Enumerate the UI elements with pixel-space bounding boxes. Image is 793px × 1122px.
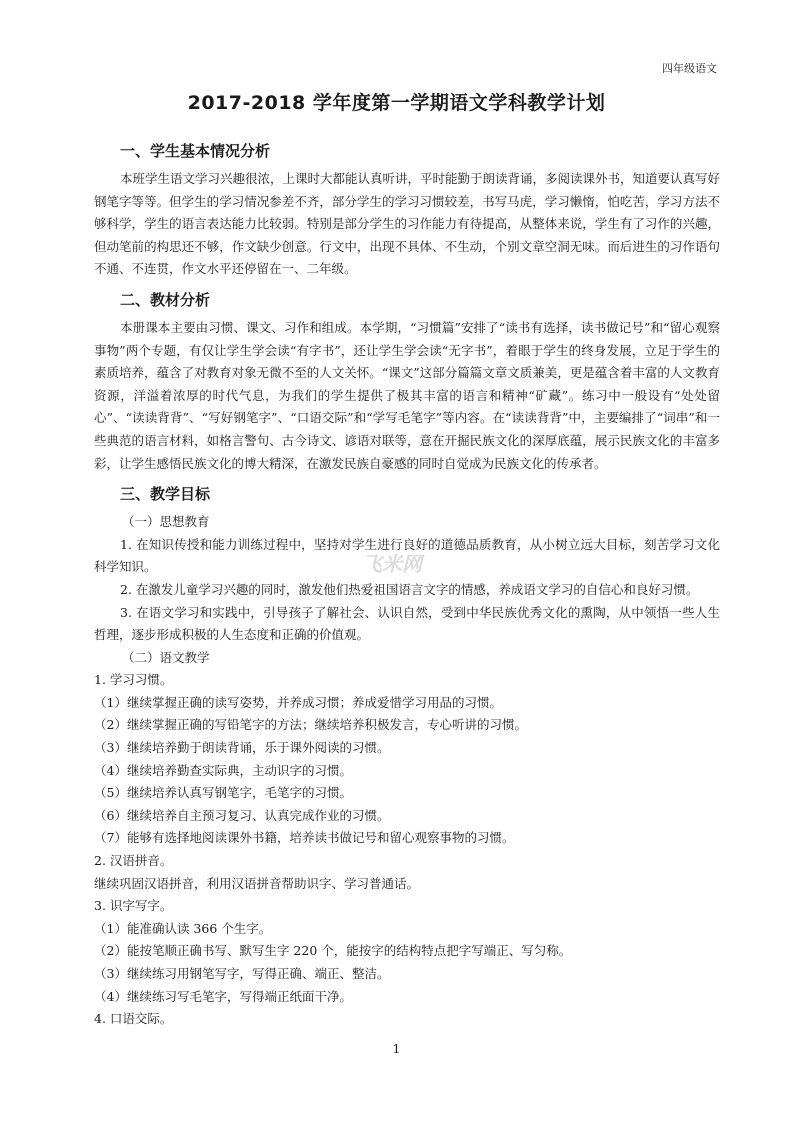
- subsection-title: （二）语文教学: [122, 649, 210, 665]
- list-item: （1）继续掌握正确的读写姿势，并养成习惯；养成爱惜学习用品的习惯。: [94, 694, 502, 710]
- list-item: （2）继续掌握正确的写铅笔字的方法；继续培养积极发言，专心听讲的习惯。: [94, 717, 527, 733]
- section-heading-2: 二、教材分析: [120, 290, 211, 309]
- goal-item: 3. 在语文学习和实践中，引导孩子了解社会、认识自然，受到中华民族优秀文化的熏陶，从中领悟一些人生哲理，逐步形成积极的人生态度和正确的价值观。: [94, 604, 720, 643]
- list-heading: 4. 口语交际。: [94, 1011, 173, 1027]
- subsection-title: （一）思想教育: [122, 514, 210, 530]
- list-item: （4）继续培养勤查实际典，主动识字的习惯。: [94, 762, 352, 778]
- list-item: （3）继续练习用钢笔写字，写得正确、端正、整洁。: [94, 966, 390, 981]
- watermark: 飞米网: [362, 552, 422, 576]
- section-paragraph-1: 本班学生语文学习兴趣很浓，上课时大都能认真听讲，平时能勤于朗读背诵，多阅读课外书，知道要认真写好钢笔字等等。但学生的学习情况参差不齐，部分学生的学习习惯较差，书写马虎，学习懒惰，怕吃苦，学习方法不够科学，学生的语言表达能力比较弱。特别是部分学生的习作能力有待提高，从整体来说，学生有了习作的兴趣，但动笔前的构思还不够，作文缺少创意。行文中，出现不具体、不生动，个别文章空洞无味。而后进生的习作语句不通、不连贯，作文水平还停留在一、二年级。: [94, 171, 721, 277]
- list-item: （3）继续培养勤于朗读背诵，乐于课外阅读的习惯。: [94, 740, 390, 756]
- document-body: [94, 140, 720, 1031]
- goal-item: 2. 在激发儿童学习兴趣的同时，激发他们热爱祖国语言文字的情感，养成语文学习的自信心和良好习惯。: [120, 581, 699, 597]
- list-item: （4）继续练习写毛笔字，写得端正纸面干净。: [94, 988, 352, 1004]
- page-number: 1: [392, 1042, 401, 1056]
- list-item: （6）继续培养自主预习复习、认真完成作业的习惯。: [94, 807, 390, 823]
- page-title: 2017-2018 学年度第一学期语文学科教学计划: [187, 92, 606, 114]
- list-item: （7）能够有选择地阅读课外书籍，培养读书做记号和留心观察事物的习惯。: [94, 830, 515, 846]
- section-heading-3: 三、教学目标: [120, 485, 211, 504]
- list-heading: 3. 识字写字。: [94, 898, 173, 914]
- list-item: 继续巩固汉语拼音，利用汉语拼音帮助识字、学习普通话。: [94, 875, 420, 891]
- list-heading: 2. 汉语拼音。: [94, 853, 173, 869]
- list-item: （5）继续培养认真写钢笔字，毛笔字的习惯。: [94, 785, 352, 801]
- goal-item: 1. 在知识传授和能力训练过程中，坚持对学生进行良好的道德品质教育，从小树立远大目标，刻苦学习文化科学知识。: [94, 536, 720, 575]
- section-paragraph-2: 本册课本主要由习惯、课文、习作和组成。本学期，“习惯篇”安排了“读书有选择，读书做记号”和“留心观察事物”两个专题，有仅让学生学会读“有字书”，还让学生学会读“无字书”，着眼于学生的终身发展，立足于学生的素质培养，蕴含了对教育对象无微不至的人文关怀。“课文”这部分篇篇文章文质兼美，更是蕴含着丰富的人文教育资源，洋溢着浓厚的时代气息，为我们的学生提供了极其丰富的语言和精神“矿藏”。练习中一般设有“处处留心”、“读读背背”、“写好钢笔字”、“口语交际”和“学写毛笔字”等内容。在“读读背背”中，主要编排了“词串”和一些典范的语言材料，如格言警句、古今诗文、谚语对联等，意在开掘民族文化的深厚底蕴，展示民族文化的丰富多彩，让学生感悟民族文化的博大精深，在激发民族自豪感的同时自觉成为民族文化的传承者。: [94, 319, 720, 471]
- list-item: （2）能按笔顺正确书写、默写生字 220 个，能按字的结构特点把字写端正、写匀称。: [94, 943, 572, 959]
- section-heading-1: 一、学生基本情况分析: [120, 142, 271, 160]
- list-item: （1）能准确认读 366 个生字。: [94, 920, 272, 936]
- list-heading: 1. 学习习惯。: [94, 672, 173, 688]
- grade-label: 四年级语文: [662, 62, 717, 75]
